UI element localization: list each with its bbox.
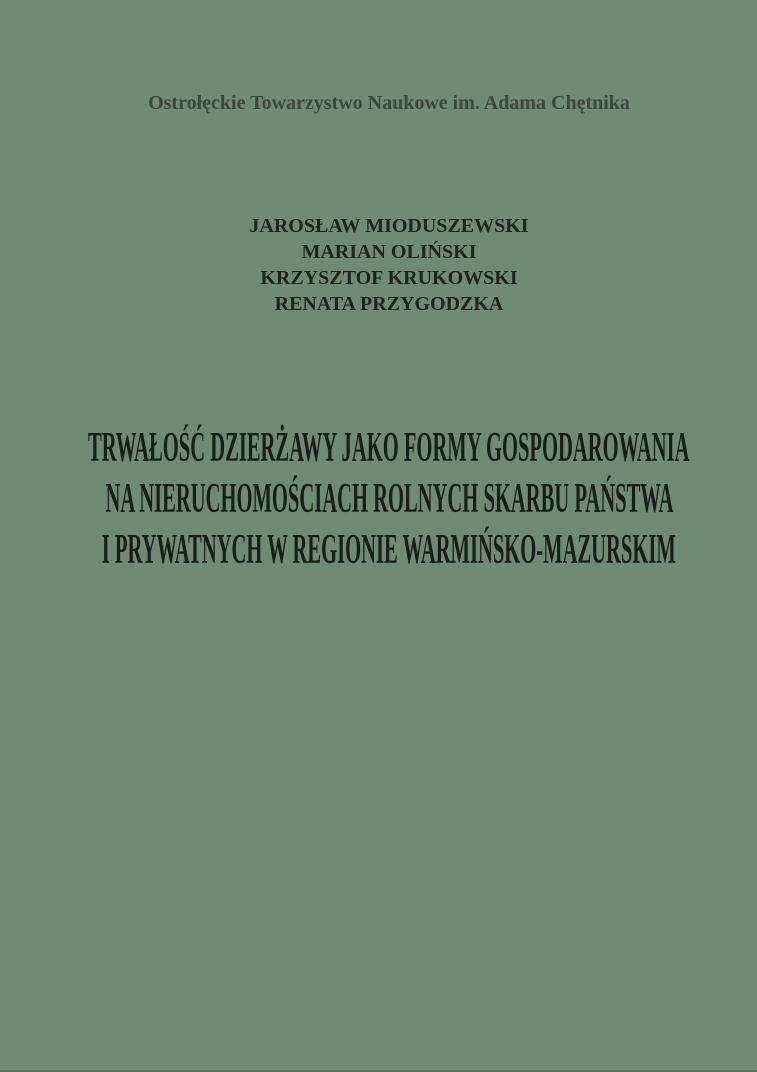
author-name-2: MARIAN OLIŃSKI (301, 241, 477, 263)
author-name-4: RENATA PRZYGODZKA (274, 293, 504, 315)
title-row-2 (21, 474, 757, 525)
authors-block (21, 213, 757, 317)
title-row-1 (21, 423, 757, 474)
author-name-1: JAROSŁAW MIODUSZEWSKI (249, 215, 529, 237)
title-line-2: NA NIERUCHOMOŚCIACH ROLNYCH SKARBU PAŃSTWA (105, 476, 673, 522)
title-row-3 (21, 525, 757, 576)
author-name-3: KRZYSZTOF KRUKOWSKI (260, 267, 518, 289)
title-line-1: TRWAŁOŚĆ DZIERŻAWY JAKO FORMY GOSPODAROWANIA (88, 425, 690, 471)
book-title (21, 423, 757, 576)
publisher-society-line: Ostrołęckie Towarzystwo Naukowe im. Adama Chętnika (148, 92, 630, 114)
title-line-3: I PRYWATNYCH W REGIONIE WARMIŃSKO-MAZURSKIM (101, 527, 677, 573)
